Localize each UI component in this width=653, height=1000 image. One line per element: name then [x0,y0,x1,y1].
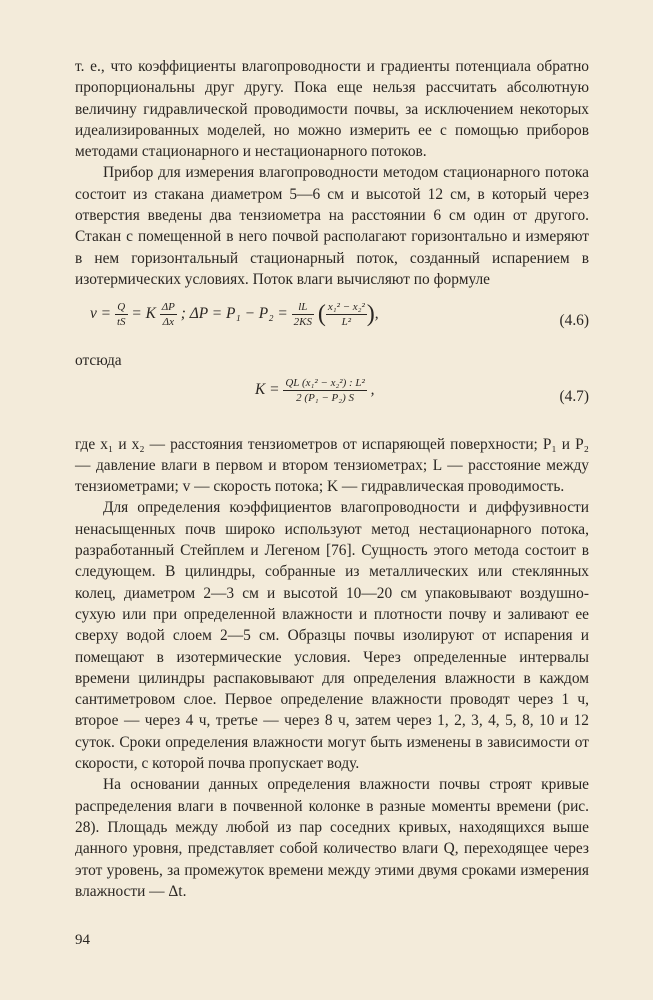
paragraph-4: где x₁ и x₂ — расстояния тензиометров от испаряющей поверхности; P₁ и P₂ — давление влаги в первом и втором тензиометрах; L — расстояние между тензиометрами; v — скорость потока; K — гидравлическая проводимость. [75,435,589,496]
eq46-fraction-4: $\frac{\text{x₁² − x₂²}}{\text{L²}}$ [327,301,365,329]
paragraph-1: т. е., что коэффициенты влагопроводности и градиенты потенциала обратно пропорциональны друг другу. Пока еще нельзя рассчитать абсолютную величину гидравлической проводимости почвы, за исключением некоторых идеализированных моделей, но можно измерить ее с помощью приборов методами стационарного и нестационарного потоков. [75,58,589,161]
eq47-lhs: K = [255,380,280,398]
eq46-fraction-3: $\frac{lL}{2KS}$ [293,301,312,329]
eq46-open-paren: ( [317,301,326,328]
paragraph-otsyuda: отсюда [75,352,122,370]
eq46-lhs: v = [90,305,112,323]
equation-4-6 [75,290,589,350]
page-text [75,56,589,902]
eq46-close-paren: ) [366,301,375,328]
equation-4-7 [75,372,589,434]
eq47-fraction: $\frac{\text{QL (x₁² − x₂²) : L²}}{\text{2 (P₁ − P₂) S}}$ [285,376,365,404]
eq46-tail: , [374,305,379,323]
eq46-mid-2: ; ΔP = P₁ − P₂ = [180,305,288,323]
eq46-fraction-2: $\frac{\Delta P}{\Delta x}$ [161,301,175,329]
eq47-number: (4.7) [559,387,589,405]
eq47-tail: , [370,380,375,398]
paragraph-2: Прибор для измерения влагопроводности методом стационарного потока состоит из стакана диаметром 5—6 см и высотой 12 см, в который через отверстия введены два тензиометра на расстоянии 6 см один от другого. Стакан с помещенной в него почвой располагают горизонтально и измеряют в нем горизонтальный стационарный поток, созданный испарением в изотермических условиях. Поток влаги вычисляют по формуле [75,164,589,288]
eq46-mid-1: = K [131,305,156,323]
eq46-fraction-1: $\frac{Q}{tS}$ [116,301,126,329]
page-number: 94 [75,932,90,948]
eq46-number: (4.6) [559,312,589,330]
paragraph-5: Для определения коэффициентов влагопроводности и диффузивности ненасыщенных почв широко используют метод нестационарного потока, разработанный Стейплем и Легеном [76]. Сущность этого метода состоит в следующем. В цилиндры, собранные из металлических или стеклянных колец, диаметром 2—3 см и высотой 10—20 см упаковывают воздушно-сухую или при определенной влажности и плотности почву и заливают ее сверху водой слоем 2—5 см. Образцы почвы изолируют от испарения и помещают в изотермические условия. Через определенные интервалы времени цилиндры распаковывают для определения влажности в каждом сантиметровом слое. Первое определение влажности проводят через 1 ч, второе — через 4 ч, третье — через 8 ч, затем через 1, 2, 3, 4, 5, 8, 10 и 12 суток. Сроки определения влажности могут быть изменены в зависимости от скорости, с которой почва пропускает воду. [75,499,589,773]
paragraph-6: На основании данных определения влажности почвы строят кривые распределения влаги в почвенной колонке в разные моменты времени (рис. 28). Площадь между любой из пар соседних кривых, находящихся выше данного уровня, представляет собой количество влаги Q, переходящее через этот уровень, за промежуток времени между этими двумя сроками измерения влажности — Δt. [75,776,589,900]
